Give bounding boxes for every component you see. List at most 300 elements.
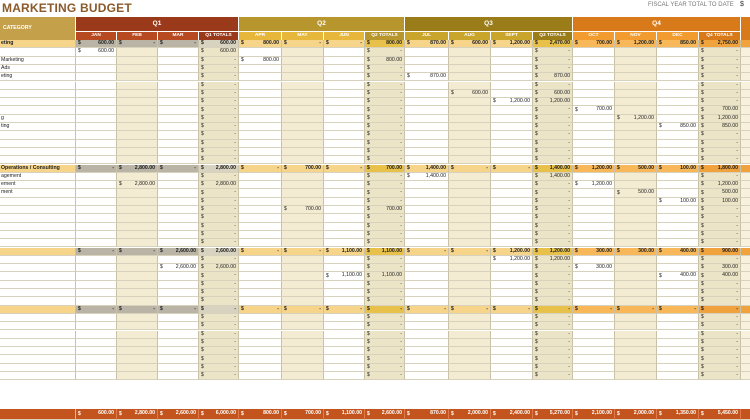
month-value-cell[interactable]	[405, 131, 449, 139]
month-value-cell[interactable]	[76, 347, 117, 355]
quarter-total-cell[interactable]	[199, 181, 239, 189]
month-value-cell[interactable]	[449, 98, 491, 106]
month-value-cell[interactable]	[573, 198, 615, 206]
quarter-total-cell[interactable]	[699, 156, 741, 164]
month-value-cell[interactable]	[491, 314, 533, 322]
month-value-cell[interactable]	[158, 372, 199, 380]
month-value-cell[interactable]	[117, 115, 158, 123]
month-value-cell[interactable]	[117, 231, 158, 239]
month-value-cell[interactable]	[158, 57, 199, 65]
month-value-cell[interactable]	[657, 181, 699, 189]
quarter-total-cell[interactable]	[365, 198, 405, 206]
category-item[interactable]	[0, 156, 76, 164]
quarter-total-cell[interactable]	[365, 256, 405, 264]
month-value-cell[interactable]	[657, 82, 699, 90]
month-value-cell[interactable]	[449, 297, 491, 305]
month-value-cell[interactable]	[405, 73, 449, 81]
quarter-total-cell[interactable]	[199, 165, 239, 173]
month-value-cell[interactable]	[76, 140, 117, 148]
month-value-cell[interactable]	[158, 90, 199, 98]
quarter-total-cell[interactable]	[199, 331, 239, 339]
month-value-cell[interactable]	[491, 90, 533, 98]
quarter-total-cell[interactable]	[533, 297, 573, 305]
month-value-cell[interactable]	[491, 347, 533, 355]
month-value-cell[interactable]	[76, 314, 117, 322]
month-value-cell[interactable]	[324, 322, 365, 330]
month-value-cell[interactable]	[491, 223, 533, 231]
month-value-cell[interactable]	[282, 214, 324, 222]
month-value-cell[interactable]	[573, 264, 615, 272]
month-value-cell[interactable]	[76, 322, 117, 330]
month-value-cell[interactable]	[117, 289, 158, 297]
quarter-total-cell[interactable]	[699, 355, 741, 363]
quarter-total-cell[interactable]	[533, 123, 573, 131]
month-value-cell[interactable]	[491, 48, 533, 56]
quarter-total-cell[interactable]	[699, 189, 741, 197]
month-value-cell[interactable]	[405, 364, 449, 372]
month-value-cell[interactable]	[615, 106, 657, 114]
quarter-total-cell[interactable]	[199, 281, 239, 289]
month-value-cell[interactable]	[76, 289, 117, 297]
month-value-cell[interactable]	[282, 181, 324, 189]
month-value-cell[interactable]	[449, 140, 491, 148]
month-value-cell[interactable]	[158, 339, 199, 347]
category-section-header[interactable]	[0, 248, 76, 256]
month-value-cell[interactable]	[657, 339, 699, 347]
month-value-cell[interactable]	[324, 214, 365, 222]
month-value-cell[interactable]	[239, 223, 282, 231]
quarter-total-cell[interactable]	[365, 314, 405, 322]
category-item[interactable]	[0, 364, 76, 372]
month-value-cell[interactable]	[117, 189, 158, 197]
month-value-cell[interactable]	[324, 140, 365, 148]
month-value-cell[interactable]	[117, 106, 158, 114]
quarter-total-cell[interactable]	[199, 248, 239, 256]
quarter-total-cell[interactable]	[699, 364, 741, 372]
fiscal-year-total-value[interactable]: $	[740, 1, 744, 8]
month-value-cell[interactable]	[657, 40, 699, 48]
quarter-total-cell[interactable]	[365, 148, 405, 156]
quarter-total-cell[interactable]	[533, 355, 573, 363]
month-value-cell[interactable]	[76, 198, 117, 206]
month-value-cell[interactable]	[449, 372, 491, 380]
month-value-cell[interactable]	[573, 173, 615, 181]
quarter-total-cell[interactable]	[365, 189, 405, 197]
month-value-cell[interactable]	[324, 231, 365, 239]
month-value-cell[interactable]	[491, 173, 533, 181]
month-value-cell[interactable]	[239, 115, 282, 123]
quarter-total-cell[interactable]	[199, 306, 239, 314]
quarter-total-cell[interactable]	[699, 306, 741, 314]
quarter-total-cell[interactable]	[699, 206, 741, 214]
month-value-cell[interactable]	[282, 156, 324, 164]
month-value-cell[interactable]	[405, 248, 449, 256]
quarter-total-cell[interactable]	[533, 90, 573, 98]
quarter-total-cell[interactable]	[699, 372, 741, 380]
month-value-cell[interactable]	[117, 281, 158, 289]
month-value-cell[interactable]	[405, 40, 449, 48]
month-value-cell[interactable]	[158, 223, 199, 231]
month-value-cell[interactable]	[239, 272, 282, 280]
month-value-cell[interactable]	[615, 198, 657, 206]
category-item[interactable]	[0, 65, 76, 73]
month-value-cell[interactable]	[158, 314, 199, 322]
month-value-cell[interactable]	[158, 331, 199, 339]
quarter-total-cell[interactable]	[533, 409, 573, 420]
quarter-total-cell[interactable]	[365, 306, 405, 314]
month-value-cell[interactable]	[239, 355, 282, 363]
month-value-cell[interactable]	[491, 355, 533, 363]
quarter-total-cell[interactable]	[199, 156, 239, 164]
month-value-cell[interactable]	[657, 289, 699, 297]
month-value-cell[interactable]	[405, 173, 449, 181]
month-value-cell[interactable]	[117, 239, 158, 247]
month-value-cell[interactable]	[324, 409, 365, 420]
quarter-total-cell[interactable]	[365, 231, 405, 239]
month-value-cell[interactable]	[282, 82, 324, 90]
month-value-cell[interactable]	[324, 198, 365, 206]
month-value-cell[interactable]	[615, 65, 657, 73]
month-value-cell[interactable]	[324, 331, 365, 339]
month-value-cell[interactable]	[449, 409, 491, 420]
quarter-total-cell[interactable]	[365, 214, 405, 222]
month-value-cell[interactable]	[615, 181, 657, 189]
month-value-cell[interactable]	[573, 289, 615, 297]
month-value-cell[interactable]	[491, 40, 533, 48]
month-value-cell[interactable]	[117, 306, 158, 314]
category-item[interactable]	[0, 347, 76, 355]
month-value-cell[interactable]	[282, 355, 324, 363]
quarter-total-cell[interactable]	[365, 73, 405, 81]
month-value-cell[interactable]	[117, 165, 158, 173]
month-value-cell[interactable]	[405, 206, 449, 214]
month-value-cell[interactable]	[76, 106, 117, 114]
month-value-cell[interactable]	[324, 355, 365, 363]
month-value-cell[interactable]	[449, 231, 491, 239]
quarter-total-cell[interactable]	[199, 264, 239, 272]
quarter-total-cell[interactable]	[533, 189, 573, 197]
category-section-header[interactable]	[0, 306, 76, 314]
month-value-cell[interactable]	[76, 98, 117, 106]
month-value-cell[interactable]	[117, 90, 158, 98]
month-value-cell[interactable]	[615, 189, 657, 197]
month-value-cell[interactable]	[158, 156, 199, 164]
quarter-total-cell[interactable]	[199, 322, 239, 330]
month-value-cell[interactable]	[282, 239, 324, 247]
month-value-cell[interactable]	[324, 82, 365, 90]
quarter-total-cell[interactable]	[533, 73, 573, 81]
month-value-cell[interactable]	[657, 173, 699, 181]
month-value-cell[interactable]	[573, 355, 615, 363]
quarter-total-cell[interactable]	[365, 372, 405, 380]
month-value-cell[interactable]	[573, 98, 615, 106]
month-value-cell[interactable]	[573, 347, 615, 355]
month-value-cell[interactable]	[158, 289, 199, 297]
month-value-cell[interactable]	[657, 48, 699, 56]
quarter-total-cell[interactable]	[699, 264, 741, 272]
month-value-cell[interactable]	[117, 355, 158, 363]
quarter-total-cell[interactable]	[199, 173, 239, 181]
month-value-cell[interactable]	[491, 73, 533, 81]
month-value-cell[interactable]	[615, 322, 657, 330]
quarter-total-cell[interactable]	[199, 214, 239, 222]
month-header[interactable]	[405, 31, 449, 40]
month-value-cell[interactable]	[282, 223, 324, 231]
quarter-total-cell[interactable]	[533, 40, 573, 48]
month-value-cell[interactable]	[282, 256, 324, 264]
month-value-cell[interactable]	[449, 189, 491, 197]
month-value-cell[interactable]	[573, 82, 615, 90]
month-value-cell[interactable]	[158, 148, 199, 156]
month-value-cell[interactable]	[324, 148, 365, 156]
month-value-cell[interactable]	[282, 48, 324, 56]
quarter-total-cell[interactable]	[199, 206, 239, 214]
month-value-cell[interactable]	[573, 256, 615, 264]
month-value-cell[interactable]	[657, 131, 699, 139]
month-value-cell[interactable]	[76, 65, 117, 73]
month-value-cell[interactable]	[657, 297, 699, 305]
month-value-cell[interactable]	[657, 256, 699, 264]
month-value-cell[interactable]	[491, 264, 533, 272]
month-value-cell[interactable]	[657, 214, 699, 222]
month-value-cell[interactable]	[615, 272, 657, 280]
quarter-total-cell[interactable]	[699, 297, 741, 305]
month-value-cell[interactable]	[449, 322, 491, 330]
month-value-cell[interactable]	[324, 264, 365, 272]
quarter-total-cell[interactable]	[365, 289, 405, 297]
month-value-cell[interactable]	[239, 140, 282, 148]
month-value-cell[interactable]	[449, 264, 491, 272]
month-value-cell[interactable]	[405, 214, 449, 222]
month-value-cell[interactable]	[449, 256, 491, 264]
category-item[interactable]	[0, 189, 76, 197]
month-value-cell[interactable]	[117, 409, 158, 420]
month-value-cell[interactable]	[158, 256, 199, 264]
quarter-total-cell[interactable]	[365, 82, 405, 90]
month-header[interactable]	[657, 31, 699, 40]
month-value-cell[interactable]	[239, 98, 282, 106]
month-value-cell[interactable]	[76, 165, 117, 173]
month-value-cell[interactable]	[449, 239, 491, 247]
month-value-cell[interactable]	[573, 73, 615, 81]
quarter-total-cell[interactable]	[365, 322, 405, 330]
month-value-cell[interactable]	[117, 206, 158, 214]
month-value-cell[interactable]	[117, 364, 158, 372]
month-value-cell[interactable]	[239, 364, 282, 372]
month-value-cell[interactable]	[324, 106, 365, 114]
category-total[interactable]	[0, 409, 76, 420]
month-value-cell[interactable]	[657, 65, 699, 73]
month-value-cell[interactable]	[405, 115, 449, 123]
month-value-cell[interactable]	[239, 173, 282, 181]
month-value-cell[interactable]	[76, 306, 117, 314]
quarter-total-cell[interactable]	[199, 372, 239, 380]
quarter-total-cell[interactable]	[699, 90, 741, 98]
month-value-cell[interactable]	[405, 65, 449, 73]
quarter-total-cell[interactable]	[533, 248, 573, 256]
quarter-total-cell[interactable]	[699, 289, 741, 297]
quarter-total-cell[interactable]	[699, 331, 741, 339]
month-value-cell[interactable]	[158, 48, 199, 56]
month-value-cell[interactable]	[491, 115, 533, 123]
month-value-cell[interactable]	[239, 156, 282, 164]
month-value-cell[interactable]	[282, 73, 324, 81]
month-value-cell[interactable]	[282, 289, 324, 297]
month-value-cell[interactable]	[239, 73, 282, 81]
month-value-cell[interactable]	[282, 90, 324, 98]
month-header[interactable]	[615, 31, 657, 40]
month-value-cell[interactable]	[573, 148, 615, 156]
month-value-cell[interactable]	[405, 314, 449, 322]
month-value-cell[interactable]	[117, 272, 158, 280]
category-item[interactable]	[0, 131, 76, 139]
month-value-cell[interactable]	[239, 256, 282, 264]
month-value-cell[interactable]	[117, 65, 158, 73]
month-value-cell[interactable]	[405, 306, 449, 314]
category-item[interactable]	[0, 223, 76, 231]
month-value-cell[interactable]	[449, 115, 491, 123]
category-item[interactable]	[0, 214, 76, 222]
month-value-cell[interactable]	[491, 214, 533, 222]
month-value-cell[interactable]	[239, 148, 282, 156]
month-value-cell[interactable]	[405, 48, 449, 56]
month-value-cell[interactable]	[239, 189, 282, 197]
month-value-cell[interactable]	[615, 57, 657, 65]
month-value-cell[interactable]	[76, 248, 117, 256]
quarter-total-cell[interactable]	[699, 48, 741, 56]
month-value-cell[interactable]	[76, 82, 117, 90]
month-value-cell[interactable]	[117, 198, 158, 206]
month-value-cell[interactable]	[324, 123, 365, 131]
month-value-cell[interactable]	[158, 248, 199, 256]
quarter-total-cell[interactable]	[699, 231, 741, 239]
month-value-cell[interactable]	[491, 140, 533, 148]
category-item[interactable]	[0, 264, 76, 272]
month-header[interactable]	[324, 31, 365, 40]
month-value-cell[interactable]	[158, 322, 199, 330]
month-value-cell[interactable]	[76, 231, 117, 239]
category-item[interactable]	[0, 140, 76, 148]
month-value-cell[interactable]	[239, 331, 282, 339]
category-section-header[interactable]	[0, 165, 76, 173]
month-value-cell[interactable]	[657, 322, 699, 330]
month-value-cell[interactable]	[76, 297, 117, 305]
month-value-cell[interactable]	[657, 355, 699, 363]
month-value-cell[interactable]	[573, 115, 615, 123]
month-value-cell[interactable]	[657, 314, 699, 322]
month-value-cell[interactable]	[405, 347, 449, 355]
month-value-cell[interactable]	[573, 165, 615, 173]
month-value-cell[interactable]	[239, 131, 282, 139]
month-value-cell[interactable]	[449, 314, 491, 322]
month-value-cell[interactable]	[158, 239, 199, 247]
quarter-total-cell[interactable]	[533, 181, 573, 189]
month-value-cell[interactable]	[491, 322, 533, 330]
quarter-total-cell[interactable]	[533, 289, 573, 297]
quarter-total-cell[interactable]	[199, 140, 239, 148]
month-value-cell[interactable]	[657, 231, 699, 239]
quarter-total-cell[interactable]	[365, 40, 405, 48]
month-value-cell[interactable]	[324, 306, 365, 314]
quarter-total-cell[interactable]	[699, 148, 741, 156]
month-value-cell[interactable]	[158, 347, 199, 355]
quarter-total-cell[interactable]	[365, 347, 405, 355]
month-value-cell[interactable]	[117, 156, 158, 164]
month-value-cell[interactable]	[491, 231, 533, 239]
month-value-cell[interactable]	[405, 198, 449, 206]
month-value-cell[interactable]	[615, 165, 657, 173]
month-value-cell[interactable]	[158, 181, 199, 189]
month-value-cell[interactable]	[282, 148, 324, 156]
month-value-cell[interactable]	[573, 364, 615, 372]
month-value-cell[interactable]	[573, 40, 615, 48]
month-value-cell[interactable]	[657, 372, 699, 380]
quarter-total-cell[interactable]	[365, 248, 405, 256]
month-value-cell[interactable]	[324, 372, 365, 380]
month-value-cell[interactable]	[239, 264, 282, 272]
month-value-cell[interactable]	[324, 256, 365, 264]
month-value-cell[interactable]	[615, 73, 657, 81]
month-value-cell[interactable]	[657, 140, 699, 148]
month-value-cell[interactable]	[449, 306, 491, 314]
month-value-cell[interactable]	[615, 98, 657, 106]
month-value-cell[interactable]	[324, 165, 365, 173]
month-value-cell[interactable]	[117, 297, 158, 305]
month-value-cell[interactable]	[282, 409, 324, 420]
month-value-cell[interactable]	[282, 322, 324, 330]
quarter-total-cell[interactable]	[699, 248, 741, 256]
month-value-cell[interactable]	[117, 214, 158, 222]
month-value-cell[interactable]	[239, 90, 282, 98]
quarter-total-cell[interactable]	[699, 223, 741, 231]
month-value-cell[interactable]	[282, 248, 324, 256]
month-header[interactable]	[76, 31, 117, 40]
month-value-cell[interactable]	[657, 73, 699, 81]
month-value-cell[interactable]	[158, 272, 199, 280]
month-value-cell[interactable]	[324, 281, 365, 289]
quarter-total-cell[interactable]	[199, 289, 239, 297]
month-value-cell[interactable]	[615, 214, 657, 222]
month-value-cell[interactable]	[491, 98, 533, 106]
month-value-cell[interactable]	[405, 289, 449, 297]
quarter-total-cell[interactable]	[699, 272, 741, 280]
category-item[interactable]	[0, 339, 76, 347]
month-value-cell[interactable]	[239, 239, 282, 247]
category-item[interactable]	[0, 98, 76, 106]
quarter-total-cell[interactable]	[365, 239, 405, 247]
month-value-cell[interactable]	[324, 272, 365, 280]
month-value-cell[interactable]	[117, 248, 158, 256]
quarter-total-cell[interactable]	[199, 98, 239, 106]
category-item[interactable]	[0, 57, 76, 65]
month-value-cell[interactable]	[405, 223, 449, 231]
month-value-cell[interactable]	[615, 347, 657, 355]
month-value-cell[interactable]	[117, 57, 158, 65]
month-value-cell[interactable]	[282, 306, 324, 314]
category-item[interactable]	[0, 198, 76, 206]
month-value-cell[interactable]	[76, 123, 117, 131]
month-value-cell[interactable]	[282, 231, 324, 239]
month-value-cell[interactable]	[573, 223, 615, 231]
month-value-cell[interactable]	[239, 181, 282, 189]
month-value-cell[interactable]	[615, 231, 657, 239]
month-value-cell[interactable]	[282, 264, 324, 272]
month-value-cell[interactable]	[117, 173, 158, 181]
month-value-cell[interactable]	[282, 198, 324, 206]
month-value-cell[interactable]	[324, 131, 365, 139]
month-value-cell[interactable]	[76, 364, 117, 372]
month-value-cell[interactable]	[117, 347, 158, 355]
